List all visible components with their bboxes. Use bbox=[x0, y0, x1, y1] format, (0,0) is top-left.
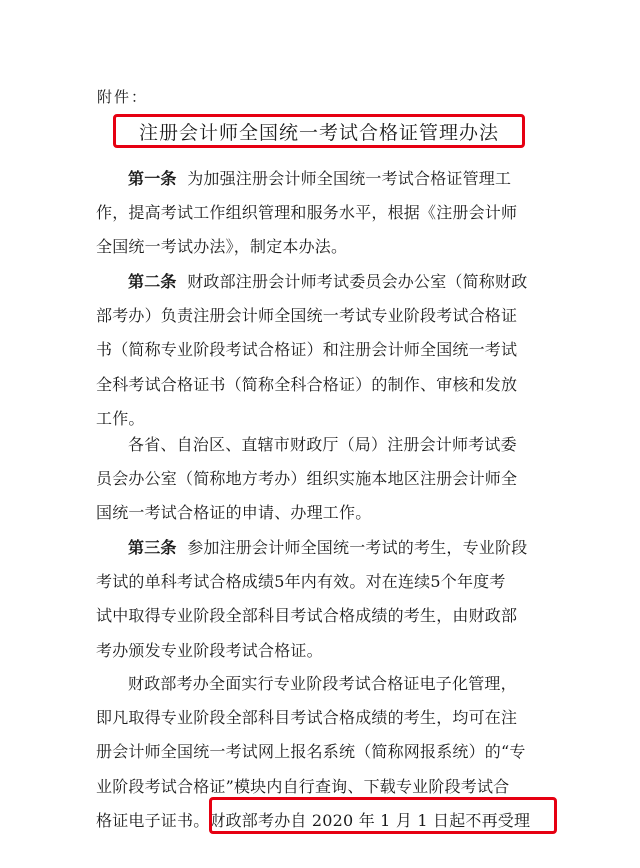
paragraph-line: 作，提高考试工作组织管理和服务水平，根据《注册会计师 bbox=[96, 203, 518, 223]
paragraph-line: 册会计师全国统一考试网上报名系统（简称网报系统）的“专 bbox=[96, 742, 526, 762]
paragraph-line: 全国统一考试办法》，制定本办法。 bbox=[96, 237, 348, 257]
document-title: 注册会计师全国统一考试合格证管理办法 bbox=[138, 121, 499, 144]
paragraph-line: 部考办）负责注册会计师全国统一考试专业阶段考试合格证 bbox=[96, 306, 518, 326]
paragraph-line: 试中取得专业阶段全部科目考试合格成绩的考生，由财政部 bbox=[96, 606, 518, 626]
paragraph-line: 第一条 为加强注册会计师全国统一考试合格证管理工 bbox=[128, 169, 512, 188]
paragraph-line: 即凡取得专业阶段全部科目考试合格成绩的考生，均可在注 bbox=[96, 708, 518, 728]
paragraph-line: 国统一考试合格证的申请、办理工作。 bbox=[96, 503, 372, 523]
paragraph-line: 考办颁发专业阶段考试合格证。 bbox=[96, 640, 323, 660]
paragraph-line: 格证电子证书。财政部考办自 2020 年 1 月 1 日起不再受理 bbox=[96, 810, 531, 830]
paragraph-line: 书（简称专业阶段考试合格证）和注册会计师全国统一考试 bbox=[96, 340, 518, 360]
paragraph-line: 第二条 财政部注册会计师考试委员会办公室（简称财政 bbox=[128, 272, 528, 291]
article-2-paragraph bbox=[96, 265, 556, 436]
paragraph-line: 业阶段考试合格证”模块内自行查询、下载专业阶段考试合 bbox=[96, 776, 510, 796]
paragraph-line: 员会办公室（简称地方考办）组织实施本地区注册会计师全 bbox=[96, 469, 518, 489]
paragraph-line: 各省、自治区、直辖市财政厅（局）注册会计师考试委 bbox=[128, 435, 517, 454]
text-highlight-box bbox=[209, 797, 557, 834]
title-highlight-box bbox=[113, 114, 525, 148]
paragraph-line: 考试的单科考试合格成绩5年内有效。对在连续5个年度考 bbox=[96, 572, 506, 592]
article-heading: 第一条 bbox=[128, 169, 177, 188]
article-1-paragraph bbox=[96, 162, 556, 265]
paragraph-line: 全科考试合格证书（简称全科合格证）的制作、审核和发放 bbox=[96, 374, 518, 394]
paragraph-line: 第三条 参加注册会计师全国统一考试的考生，专业阶段 bbox=[128, 538, 528, 557]
article-3-paragraph bbox=[96, 531, 556, 668]
local-office-paragraph bbox=[96, 428, 556, 531]
paragraph-line: 工作。 bbox=[96, 408, 145, 428]
highlighted-text: 财政部考办自 2020 年 1 月 1 日起不再受理 bbox=[209, 810, 531, 830]
article-heading: 第三条 bbox=[128, 538, 177, 557]
article-heading: 第二条 bbox=[128, 272, 177, 291]
attachment-label: 附件： bbox=[97, 88, 149, 106]
paragraph-line: 财政部考办全面实行专业阶段考试合格证电子化管理， bbox=[128, 674, 517, 693]
